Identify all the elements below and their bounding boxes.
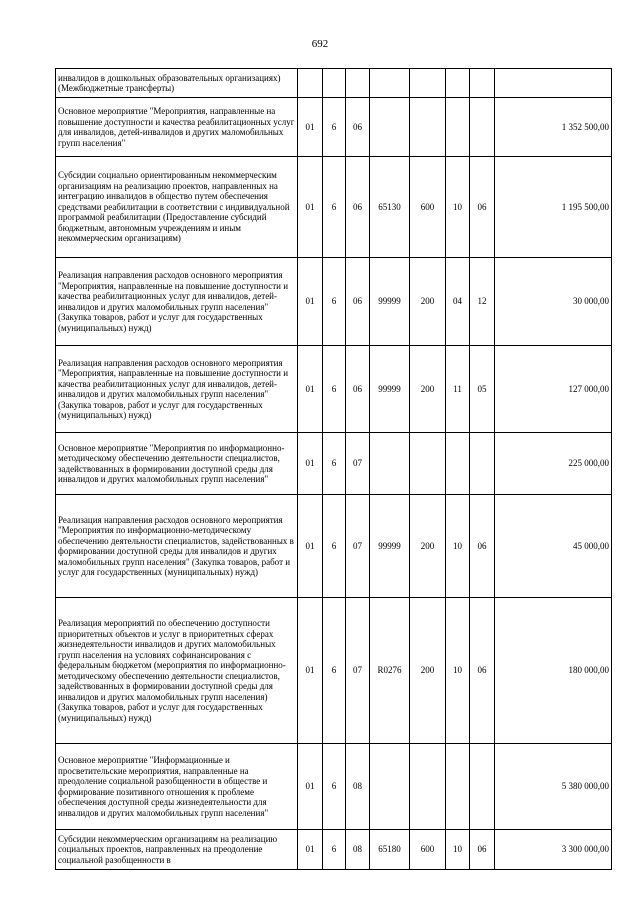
subprogram-code <box>323 69 346 98</box>
subprogram-code: 6 <box>323 258 346 346</box>
amount <box>495 69 612 98</box>
program-code: 01 <box>298 157 323 258</box>
program-code <box>298 69 323 98</box>
section-code <box>446 744 470 830</box>
section-code: 11 <box>446 346 470 433</box>
row-description: Реализация мероприятий по обеспечению доступности приоритетных объектов и услуг в приоритетных сферах жизнедеятельности инвалидов и других маломобильных групп населения на условиях софинансирования с федеральным бюджетом (мероприятия по информационно-методическому обеспечению деятельности специалистов, задействованных в формировании доступной среды для инвалидов и других маломобильных групп населения) (Закупка товаров, работ и услуг для государственных (муниципальных) нужд) <box>56 598 298 744</box>
subsection-code <box>470 744 495 830</box>
amount: 30 000,00 <box>495 258 612 346</box>
amount: 1 352 500,00 <box>495 98 612 157</box>
event-code: 06 <box>346 258 370 346</box>
event-code: 08 <box>346 744 370 830</box>
direction-code <box>370 433 410 495</box>
expense-type-code: 200 <box>410 495 446 598</box>
section-code <box>446 98 470 157</box>
direction-code <box>370 744 410 830</box>
direction-code: R0276 <box>370 598 410 744</box>
row-description: Реализация направления расходов основного мероприятия "Мероприятия по информационно-методическому обеспечению деятельности специалистов, задействованных в формировании доступной среды для инвалидов и других маломобильных групп населения" (Закупка товаров, работ и услуг для государственных (муниципальных) нужд) <box>56 495 298 598</box>
section-code: 10 <box>446 157 470 258</box>
section-code: 10 <box>446 495 470 598</box>
budget-table <box>55 68 612 870</box>
row-description: Основное мероприятие "Мероприятия, направленные на повышение доступности и качества реабилитационных услуг для инвалидов, детей-инвалидов и других маломобильных групп населения" <box>56 98 298 157</box>
section-code <box>446 69 470 98</box>
section-code <box>446 433 470 495</box>
event-code: 06 <box>346 157 370 258</box>
event-code: 08 <box>346 830 370 870</box>
program-code: 01 <box>298 744 323 830</box>
direction-code: 99999 <box>370 495 410 598</box>
table-row <box>56 433 612 495</box>
direction-code: 65180 <box>370 830 410 870</box>
direction-code: 65130 <box>370 157 410 258</box>
program-code: 01 <box>298 495 323 598</box>
table-row <box>56 157 612 258</box>
expense-type-code <box>410 433 446 495</box>
expense-type-code: 600 <box>410 830 446 870</box>
event-code: 06 <box>346 346 370 433</box>
table-row <box>56 346 612 433</box>
subprogram-code: 6 <box>323 157 346 258</box>
program-code: 01 <box>298 433 323 495</box>
direction-code: 99999 <box>370 258 410 346</box>
program-code: 01 <box>298 258 323 346</box>
table-row <box>56 830 612 870</box>
subsection-code <box>470 433 495 495</box>
subsection-code <box>470 98 495 157</box>
table-row <box>56 598 612 744</box>
subprogram-code: 6 <box>323 830 346 870</box>
program-code: 01 <box>298 830 323 870</box>
event-code: 07 <box>346 598 370 744</box>
subsection-code: 06 <box>470 598 495 744</box>
table-row <box>56 744 612 830</box>
table-row <box>56 495 612 598</box>
row-description: Основное мероприятие "Информационные и просветительские мероприятия, направленные на преодоление социальной разобщенности в обществе и формирование позитивного отношения к проблеме обеспечения доступной среды жизнедеятельности для инвалидов и других маломобильных групп населения" <box>56 744 298 830</box>
subprogram-code: 6 <box>323 495 346 598</box>
subprogram-code: 6 <box>323 346 346 433</box>
row-description: инвалидов в дошкольных образовательных организациях) (Межбюджетные трансферты) <box>56 69 298 98</box>
section-code: 04 <box>446 258 470 346</box>
subsection-code <box>470 69 495 98</box>
subsection-code: 06 <box>470 830 495 870</box>
program-code: 01 <box>298 598 323 744</box>
row-description: Реализация направления расходов основного мероприятия "Мероприятия, направленные на повышение доступности и качества реабилитационных услуг для инвалидов, детей-инвалидов и других маломобильных групп населения" (Закупка товаров, работ и услуг для государственных (муниципальных) нужд) <box>56 346 298 433</box>
subsection-code: 05 <box>470 346 495 433</box>
event-code: 07 <box>346 495 370 598</box>
section-code: 10 <box>446 598 470 744</box>
subsection-code: 06 <box>470 157 495 258</box>
row-description: Основное мероприятие "Мероприятия по информационно-методическому обеспечению деятельности специалистов, задействованных в формировании доступной среды для инвалидов и других маломобильных групп населения" <box>56 433 298 495</box>
expense-type-code <box>410 98 446 157</box>
amount: 3 300 000,00 <box>495 830 612 870</box>
amount: 1 195 500,00 <box>495 157 612 258</box>
subprogram-code: 6 <box>323 98 346 157</box>
subprogram-code: 6 <box>323 598 346 744</box>
table-row <box>56 69 612 98</box>
expense-type-code: 200 <box>410 598 446 744</box>
subprogram-code: 6 <box>323 744 346 830</box>
program-code: 01 <box>298 346 323 433</box>
direction-code: 99999 <box>370 346 410 433</box>
subprogram-code: 6 <box>323 433 346 495</box>
event-code <box>346 69 370 98</box>
expense-type-code <box>410 69 446 98</box>
event-code: 07 <box>346 433 370 495</box>
event-code: 06 <box>346 98 370 157</box>
expense-type-code: 200 <box>410 346 446 433</box>
table-row <box>56 258 612 346</box>
amount: 127 000,00 <box>495 346 612 433</box>
amount: 45 000,00 <box>495 495 612 598</box>
expense-type-code: 200 <box>410 258 446 346</box>
table-row <box>56 98 612 157</box>
row-description: Субсидии социально ориентированным некоммерческим организациям на реализацию проектов, направленных на интеграцию инвалидов в общество путем обеспечения средствами реабилитации в соответствии с индивидуальной программой реабилитации (Предоставление субсидий бюджетным, автономным учреждениям и иным некоммерческим организациям) <box>56 157 298 258</box>
row-description: Субсидии некоммерческим организациям на реализацию социальных проектов, направленных на преодоление социальной разобщенности в <box>56 830 298 870</box>
page-number: 692 <box>311 38 329 50</box>
amount: 180 000,00 <box>495 598 612 744</box>
row-description: Реализация направления расходов основного мероприятия "Мероприятия, направленные на повышение доступности и качества реабилитационных услуг для инвалидов, детей-инвалидов и других маломобильных групп населения" (Закупка товаров, работ и услуг для государственных (муниципальных) нужд) <box>56 258 298 346</box>
amount: 225 000,00 <box>495 433 612 495</box>
amount: 5 380 000,00 <box>495 744 612 830</box>
expense-type-code <box>410 744 446 830</box>
subsection-code: 06 <box>470 495 495 598</box>
program-code: 01 <box>298 98 323 157</box>
expense-type-code: 600 <box>410 157 446 258</box>
subsection-code: 12 <box>470 258 495 346</box>
section-code: 10 <box>446 830 470 870</box>
direction-code <box>370 98 410 157</box>
direction-code <box>370 69 410 98</box>
